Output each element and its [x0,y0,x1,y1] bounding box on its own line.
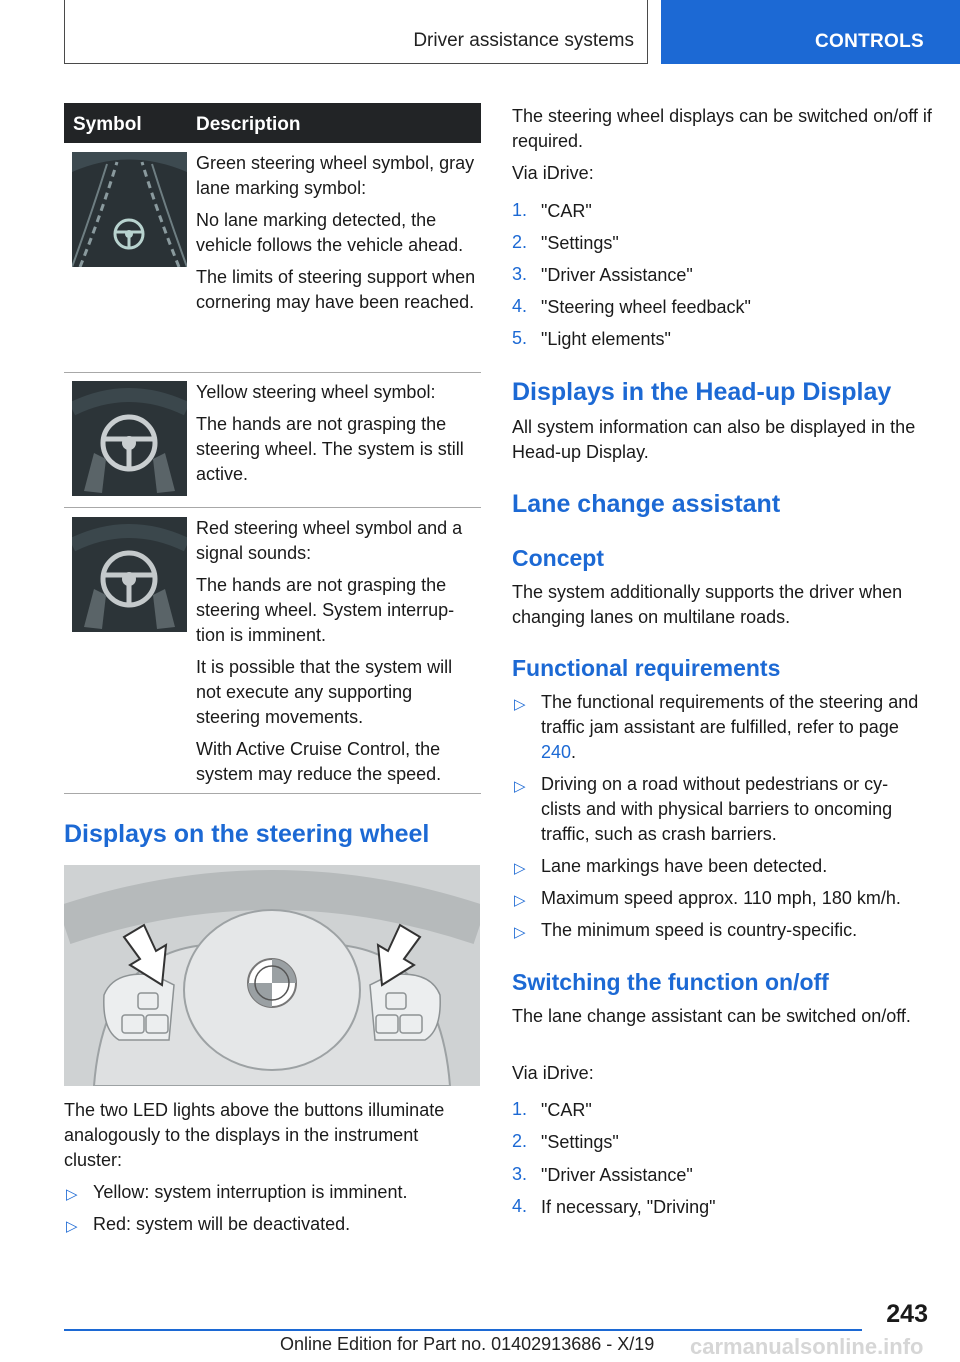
heading-lane-change-assistant: Lane change assistant [512,490,781,518]
heading-head-up-display: Displays in the Head-up Display [512,378,892,406]
steering-wheel-buttons-illustration [64,865,480,1086]
header-section-title: Driver assistance systems [413,30,634,51]
step-number: 4. [512,1196,528,1216]
heading-concept: Concept [512,545,604,571]
table-row-3-description: Red steering wheel symbol and a signal sounds: The hands are not grasping the steering wheel. System interrup‐tion is imminent. It is possible that the system will not execute any supporting steering movements. With Active Cruise Control, the system may reduce the speed. [196,518,463,784]
step-text: "CAR" [541,201,592,221]
step-text: "Steering wheel feedback" [541,297,751,317]
table-col-symbol: Symbol [73,114,142,135]
table-header [64,103,481,143]
footer-edition-text: Online Edition for Part no. 01402913686 - X/19 [280,1334,655,1354]
yellow-steering-wheel-symbol-image [72,381,187,496]
switch-paragraph: The lane change assistant can be switched on/off. [512,1006,911,1026]
table-row-divider [64,372,481,373]
step-number: 4. [512,296,528,316]
led-lights-paragraph: The two LED lights above the buttons illuminate analogously to the displays in the instrument cluster: [64,1100,445,1170]
step-text: "Settings" [541,233,619,253]
bullet-triangle-icon: ▷ [66,1218,78,1235]
page-reference-link[interactable]: 240 [541,742,572,762]
concept-paragraph: The system additionally supports the driver when changing lanes on multilane roads. [512,582,903,627]
table-bottom-divider [64,793,481,794]
red-steering-wheel-symbol-image [72,517,187,632]
step-number: 3. [512,1164,528,1184]
table-row-divider [64,507,481,508]
list-item: Yellow: system interruption is imminent. [93,1182,408,1202]
bullet-triangle-icon: ▷ [514,778,526,795]
step-text: "Light elements" [541,329,671,349]
green-steering-wheel-symbol-image [72,152,187,267]
list-item: Driving on a road without pedestrians or cy‐clists and with physical barriers to oncoming traffic, such as crash barriers. [541,774,893,844]
step-number: 5. [512,328,528,348]
hud-paragraph: All system information can also be displayed in the Head-up Display. [512,417,916,462]
step-number: 1. [512,1099,528,1119]
step-text: If necessary, "Driving" [541,1197,716,1217]
bullet-triangle-icon: ▷ [514,924,526,941]
list-item: The functional requirements of the steering and traffic jam assistant are fulfilled, refer to page 240. [541,692,919,762]
step-number: 2. [512,232,528,252]
header-chapter-tab [661,0,960,64]
table-row-2-description: Yellow steering wheel symbol: The hands are not grasping the steering wheel. The system is still active. [196,382,464,484]
list-item: Lane markings have been detected. [541,856,828,876]
step-text: "Settings" [541,1132,619,1152]
footer-divider [64,1329,862,1331]
heading-displays-steering-wheel: Displays on the steering wheel [64,820,430,848]
step-text: "CAR" [541,1100,592,1120]
via-idrive-label: Via iDrive: [512,163,594,183]
bullet-triangle-icon: ▷ [66,1186,78,1203]
header-chapter-title: CONTROLS [815,31,925,52]
steering-display-switch-text: The steering wheel displays can be switched on/off if required. [512,106,932,151]
heading-functional-requirements: Functional requirements [512,655,781,681]
step-number: 2. [512,1131,528,1151]
via-idrive-label: Via iDrive: [512,1063,594,1083]
step-text: "Driver Assistance" [541,1165,693,1185]
table-col-description: Description [196,114,301,135]
step-text: "Driver Assistance" [541,265,693,285]
bullet-triangle-icon: ▷ [514,696,526,713]
watermark: carmanualsonline.info [690,1334,924,1359]
step-number: 3. [512,264,528,284]
list-item: Maximum speed approx. 110 mph, 180 km/h. [541,888,901,908]
bullet-triangle-icon: ▷ [514,892,526,909]
bullet-triangle-icon: ▷ [514,860,526,877]
list-item: Red: system will be deactivated. [93,1214,351,1234]
heading-switching-function: Switching the function on/off [512,969,829,995]
table-row-1-description: Green steering wheel symbol, gray lane marking symbol: No lane marking detected, the vehicle follows the vehicle ahead. The limits of steering support when cornering may have been reached. [196,153,476,312]
header-section-box [64,0,648,64]
step-number: 1. [512,200,528,220]
page-number: 243 [886,1300,928,1328]
list-item: The minimum speed is country-specific. [541,920,858,940]
